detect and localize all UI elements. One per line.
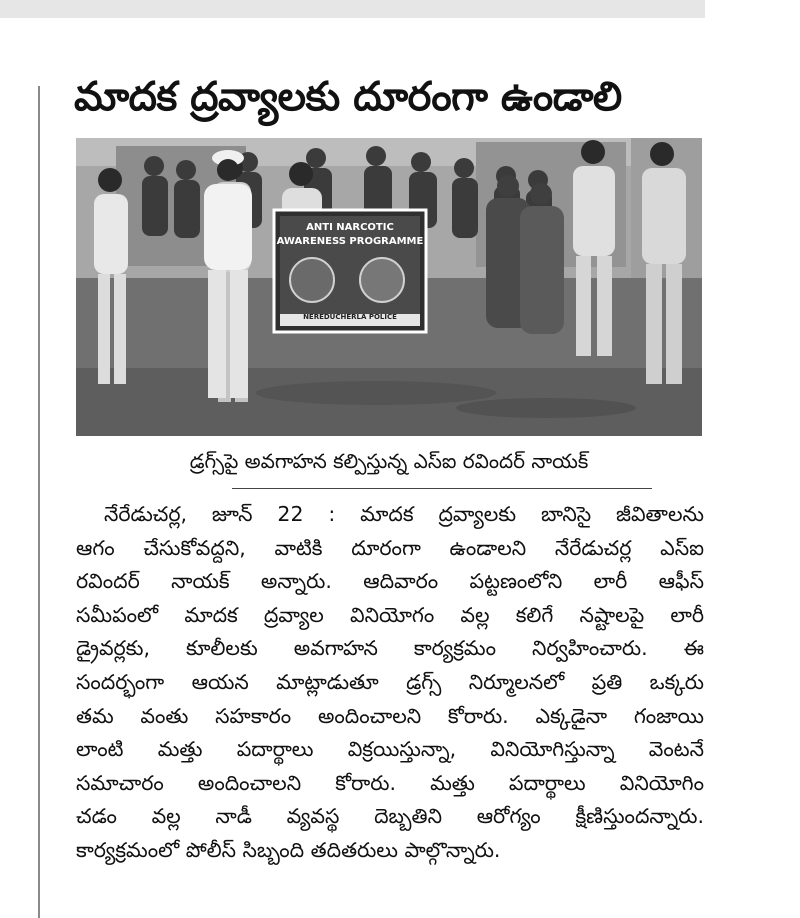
- banner-footer: NEREDUCHERLA POLICE: [303, 313, 397, 321]
- body-line: ఆగం చేసుకోవద్దని, వాటికి దూరంగా ఉండాలని నేరేడుచర్ల ఎస్ఐ: [76, 535, 704, 560]
- banner-title-line2: AWARENESS PROGRAMME: [276, 236, 424, 247]
- body-line: లాంటి మత్తు పదార్థాలు విక్రయిస్తున్నా, వినియోగిస్తున్నా వెంటనే: [76, 737, 704, 762]
- article-headline: మాదక ద్రవ్యాలకు దూరంగా ఉండాలి: [74, 74, 622, 120]
- banner-title-line1: ANTI NARCOTIC: [306, 222, 394, 233]
- body-line: డ్రైవర్లకు, కూలీలకు అవగాహన కార్యక్రమం నిర్వహించారు. ఈ: [76, 636, 704, 661]
- column-rule: [38, 86, 40, 918]
- body-line: సమీపంలో మాదక ద్రవ్యాల వినియోగం వల్ల కలిగే నష్టాలపై లారీ: [76, 602, 704, 627]
- article-body: [76, 498, 704, 868]
- caption-divider: [232, 488, 652, 489]
- top-band: [0, 0, 705, 18]
- body-line: రవిందర్ నాయక్ అన్నారు. ఆదివారం పట్టణంలోని లారీ ఆఫీస్: [76, 569, 704, 594]
- body-line: సమాచారం అందించాలని కోరారు. మత్తు పదార్థాలు వినియోగిం: [76, 770, 704, 795]
- body-line: చడం వల్ల నాడీ వ్యవస్థ దెబ్బతిని ఆరోగ్యం క్షీణిస్తుందన్నారు.: [76, 804, 704, 829]
- body-line: కార్యక్రమంలో పోలీస్ సిబ్బంది తదితరులు పాల్గొన్నారు.: [76, 837, 501, 862]
- photo-illustration: [76, 138, 702, 436]
- article-photo: [76, 138, 702, 436]
- photo-caption: డ్రగ్స్‌పై అవగాహన కల్పిస్తున్న ఎస్ఐ రవిందర్ నాయక్: [189, 449, 589, 473]
- body-line: తమ వంతు సహకారం అందించాలని కోరారు. ఎక్కడైనా గంజాయి: [76, 703, 704, 728]
- body-line: సందర్భంగా ఆయన మాట్లాడుతూ డ్రగ్స్ నిర్మూలనలో ప్రతి ఒక్కరు: [76, 669, 704, 694]
- body-line: నేరేడుచర్ల, జూన్ 22 : మాదక ద్రవ్యాలకు బానిసై జీవితాలను: [104, 502, 704, 526]
- right-margin: [712, 0, 800, 918]
